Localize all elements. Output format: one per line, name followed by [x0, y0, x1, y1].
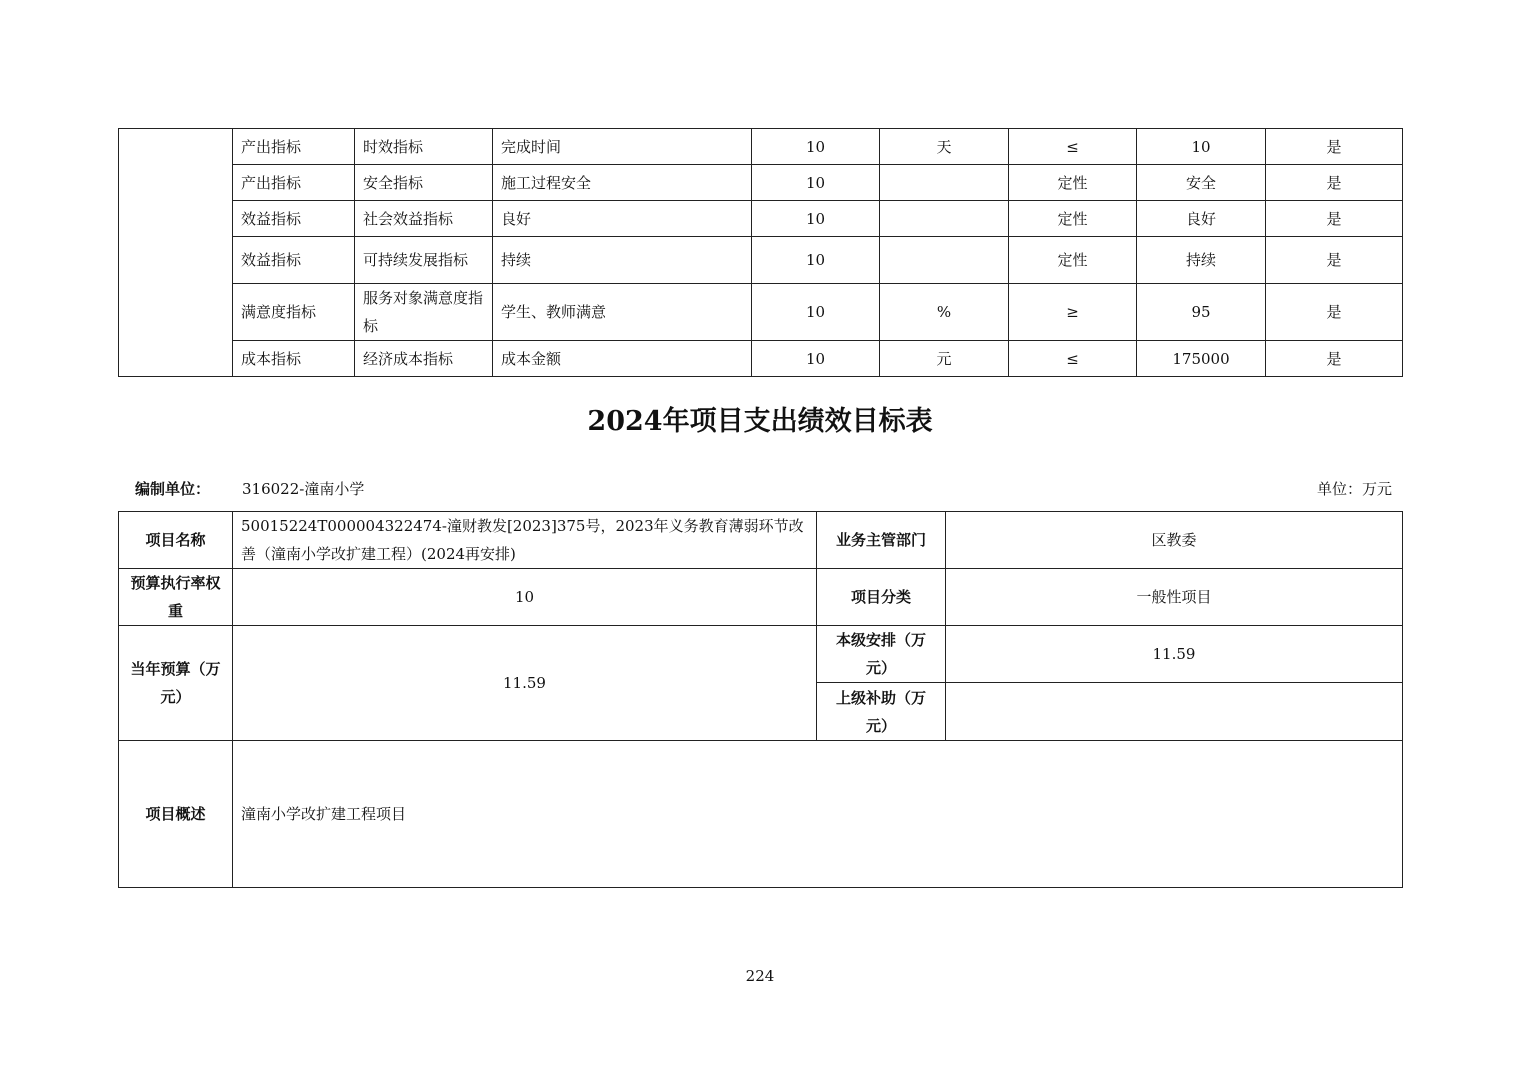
subsidy-label: 上级补助（万元） [817, 683, 946, 741]
org-label: 编制单位： [135, 480, 211, 498]
exec-rate-label: 预算执行率权重 [119, 569, 233, 626]
weight-cell: 10 [752, 129, 880, 165]
level3-indicator: 施工过程安全 [493, 165, 752, 201]
project-table [118, 511, 1403, 888]
summary-row [119, 741, 1403, 888]
exec-rate-value: 10 [233, 569, 817, 626]
unit-cell [880, 201, 1009, 237]
level2-indicator: 安全指标 [355, 165, 493, 201]
operator-cell: 定性 [1009, 165, 1137, 201]
core-indicator-cell: 是 [1266, 201, 1403, 237]
subsidy-value [946, 683, 1403, 741]
weight-cell: 10 [752, 201, 880, 237]
summary-value: 潼南小学改扩建工程项目 [233, 741, 1403, 888]
unit-cell: % [880, 284, 1009, 341]
unit-label: 单位：万元 [1316, 480, 1392, 498]
target-value-cell: 安全 [1137, 165, 1266, 201]
project-name-row [119, 512, 1403, 569]
level2-indicator: 可持续发展指标 [355, 237, 493, 284]
core-indicator-cell: 是 [1266, 129, 1403, 165]
operator-cell: ≤ [1009, 129, 1137, 165]
level1-indicator: 产出指标 [233, 129, 355, 165]
category-label: 项目分类 [817, 569, 946, 626]
dept-label: 业务主管部门 [817, 512, 946, 569]
operator-cell: 定性 [1009, 237, 1137, 284]
level1-indicator: 满意度指标 [233, 284, 355, 341]
operator-cell: ≤ [1009, 341, 1137, 377]
local-funding-label: 本级安排（万元） [817, 626, 946, 683]
budget-value: 11.59 [233, 626, 817, 741]
budget-label: 当年预算（万元） [119, 626, 233, 741]
level3-indicator: 完成时间 [493, 129, 752, 165]
level1-indicator: 产出指标 [233, 165, 355, 201]
weight-cell: 10 [752, 341, 880, 377]
core-indicator-cell: 是 [1266, 284, 1403, 341]
indicator-row [119, 129, 1403, 165]
operator-cell: 定性 [1009, 201, 1137, 237]
level2-indicator: 社会效益指标 [355, 201, 493, 237]
weight-cell: 10 [752, 237, 880, 284]
merged-blank-cell [119, 129, 233, 377]
indicator-row [119, 341, 1403, 377]
level2-indicator: 时效指标 [355, 129, 493, 165]
operator-cell: ≥ [1009, 284, 1137, 341]
level1-indicator: 成本指标 [233, 341, 355, 377]
target-value-cell: 95 [1137, 284, 1266, 341]
indicator-table [118, 128, 1403, 377]
project-name-label: 项目名称 [119, 512, 233, 569]
unit-cell [880, 165, 1009, 201]
page-number: 224 [745, 967, 775, 985]
project-name-value: 50015224T000004322474-潼财教发[2023]375号，2023年义务教育薄弱环节改善（潼南小学改扩建工程）(2024再安排) [233, 512, 817, 569]
summary-label: 项目概述 [119, 741, 233, 888]
unit-cell: 元 [880, 341, 1009, 377]
weight-cell: 10 [752, 284, 880, 341]
indicator-row [119, 284, 1403, 341]
dept-value: 区教委 [946, 512, 1403, 569]
exec-rate-row [119, 569, 1403, 626]
local-funding-value: 11.59 [946, 626, 1403, 683]
level2-indicator: 服务对象满意度指标 [355, 284, 493, 341]
level1-indicator: 效益指标 [233, 201, 355, 237]
indicator-row [119, 165, 1403, 201]
level3-indicator: 学生、教师满意 [493, 284, 752, 341]
core-indicator-cell: 是 [1266, 237, 1403, 284]
core-indicator-cell: 是 [1266, 341, 1403, 377]
target-value-cell: 10 [1137, 129, 1266, 165]
level2-indicator: 经济成本指标 [355, 341, 493, 377]
level3-indicator: 良好 [493, 201, 752, 237]
org-value: 316022-潼南小学 [242, 480, 365, 498]
indicator-row [119, 201, 1403, 237]
target-value-cell: 良好 [1137, 201, 1266, 237]
budget-row [119, 626, 1403, 683]
unit-cell: 天 [880, 129, 1009, 165]
weight-cell: 10 [752, 165, 880, 201]
level3-indicator: 成本金额 [493, 341, 752, 377]
level1-indicator: 效益指标 [233, 237, 355, 284]
core-indicator-cell: 是 [1266, 165, 1403, 201]
unit-cell [880, 237, 1009, 284]
indicator-row [119, 237, 1403, 284]
target-value-cell: 持续 [1137, 237, 1266, 284]
target-value-cell: 175000 [1137, 341, 1266, 377]
category-value: 一般性项目 [946, 569, 1403, 626]
page-title: 2024年项目支出绩效目标表 [587, 406, 933, 437]
level3-indicator: 持续 [493, 237, 752, 284]
